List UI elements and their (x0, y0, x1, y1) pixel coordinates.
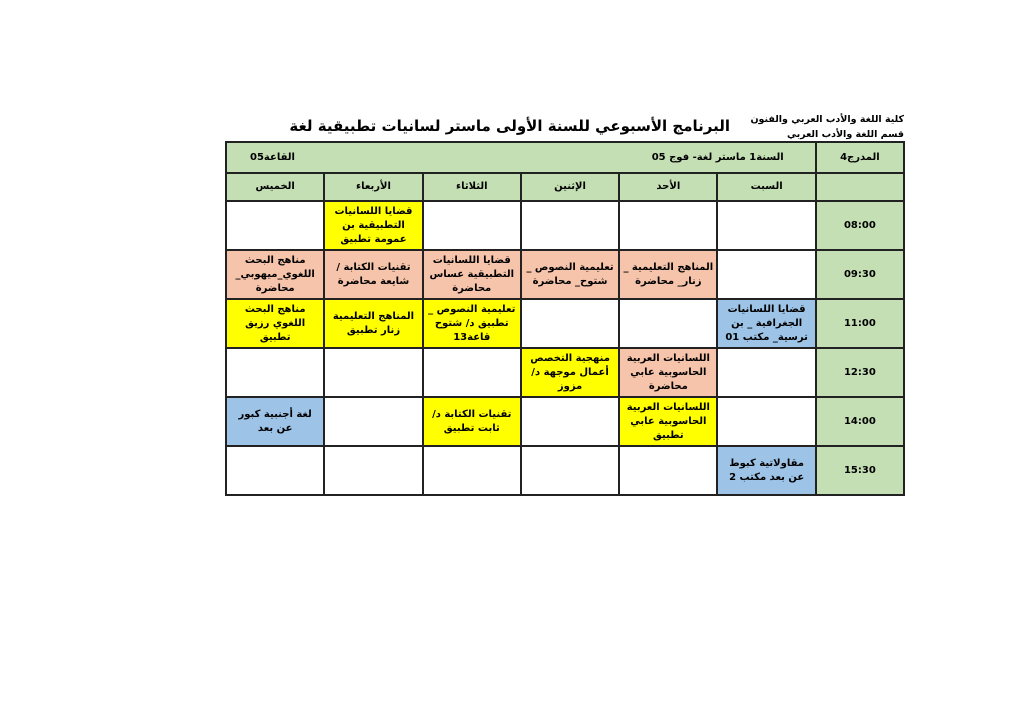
schedule-cell (619, 201, 717, 250)
class-info-cell (226, 142, 816, 173)
schedule-cell: قضايا اللسانيات التطبيقية عساس محاضرة (423, 250, 521, 299)
institution-header (704, 112, 904, 142)
schedule-cell (324, 397, 422, 446)
amphi-cell: المدرج4 (816, 142, 904, 173)
schedule-cell (717, 348, 815, 397)
schedule-cell (226, 348, 324, 397)
schedule-cell: مناهج البحث اللغوي رزيق تطبيق (226, 299, 324, 348)
schedule-cell: المناهج التعليمية _ زنار_ محاضرة (619, 250, 717, 299)
schedule-cell: منهجية التخصص أعمال موجهة د/مزوز (521, 348, 619, 397)
day-header: الأربعاء (324, 173, 422, 201)
day-header: السبت (717, 173, 815, 201)
schedule-cell (324, 446, 422, 495)
schedule-cell (423, 201, 521, 250)
time-cell: 15:30 (816, 446, 904, 495)
time-cell: 09:30 (816, 250, 904, 299)
schedule-cell: المناهج التعليمية زنار تطبيق (324, 299, 422, 348)
time-slot-row (226, 348, 904, 397)
time-slot-row (226, 250, 904, 299)
schedule-cell (423, 446, 521, 495)
time-slot-row (226, 397, 904, 446)
schedule-cell (226, 446, 324, 495)
schedule-cell (324, 348, 422, 397)
schedule-cell: تعليمية النصوص _ شتوح_ محاضرة (521, 250, 619, 299)
schedule-cell (619, 446, 717, 495)
corner-cell (816, 173, 904, 201)
day-header: الإثنين (521, 173, 619, 201)
schedule-cell (619, 299, 717, 348)
schedule-cell (717, 397, 815, 446)
time-slot-row (226, 446, 904, 495)
day-header: الثلاثاء (423, 173, 521, 201)
time-cell: 08:00 (816, 201, 904, 250)
page-title: البرنامج الأسبوعي للسنة الأولى ماستر لسانيات تطبيقية لغة (289, 117, 730, 135)
time-slot-row (226, 201, 904, 250)
time-slot-row (226, 299, 904, 348)
department-name: قسم اللغة والأدب العربي (786, 129, 904, 140)
schedule-cell (521, 299, 619, 348)
schedule-cell (226, 201, 324, 250)
schedule-cell: تقنيات الكتابة /شايعة محاضرة (324, 250, 422, 299)
schedule-cell: اللسانيات العربية الحاسوبية عابي محاضرة (619, 348, 717, 397)
schedule-cell: لغة أجنبية كبور عن بعد (226, 397, 324, 446)
day-header: الخميس (226, 173, 324, 201)
time-cell: 12:30 (816, 348, 904, 397)
schedule-cell: مناهج البحث اللغوي_ميهوبي_ محاضرة (226, 250, 324, 299)
faculty-name: كلية اللغة والأدب العربي والفنون (750, 114, 904, 125)
time-cell: 14:00 (816, 397, 904, 446)
schedule-cell (717, 250, 815, 299)
schedule-cell: تعليمية النصوص _ تطبيق د/ شتوح قاعة13 (423, 299, 521, 348)
room-label: القاعة05 (250, 151, 295, 163)
schedule-cell: مقاولاتية كبوط عن بعد مكتب 2 (717, 446, 815, 495)
schedule-cell (521, 397, 619, 446)
schedule-cell: اللسانيات العربية الحاسوبية عابي تطبيق (619, 397, 717, 446)
schedule-cell (423, 348, 521, 397)
schedule-cell (521, 446, 619, 495)
schedule-cell (717, 201, 815, 250)
schedule-cell: تقنيات الكتابة د/ثابت تطبيق (423, 397, 521, 446)
schedule-cell (521, 201, 619, 250)
schedule-table (225, 141, 905, 496)
time-cell: 11:00 (816, 299, 904, 348)
year-group-label: السنة1 ماستر لغة- فوج 05 (651, 151, 784, 163)
day-header: الأحد (619, 173, 717, 201)
schedule-cell: قضايا اللسانيات التطبيقية بن عمومة تطبيق (324, 201, 422, 250)
days-header-row (226, 173, 904, 201)
schedule-cell: قضايا اللسانيات الجغرافية _ بن ترسية_ مكتب 01 (717, 299, 815, 348)
